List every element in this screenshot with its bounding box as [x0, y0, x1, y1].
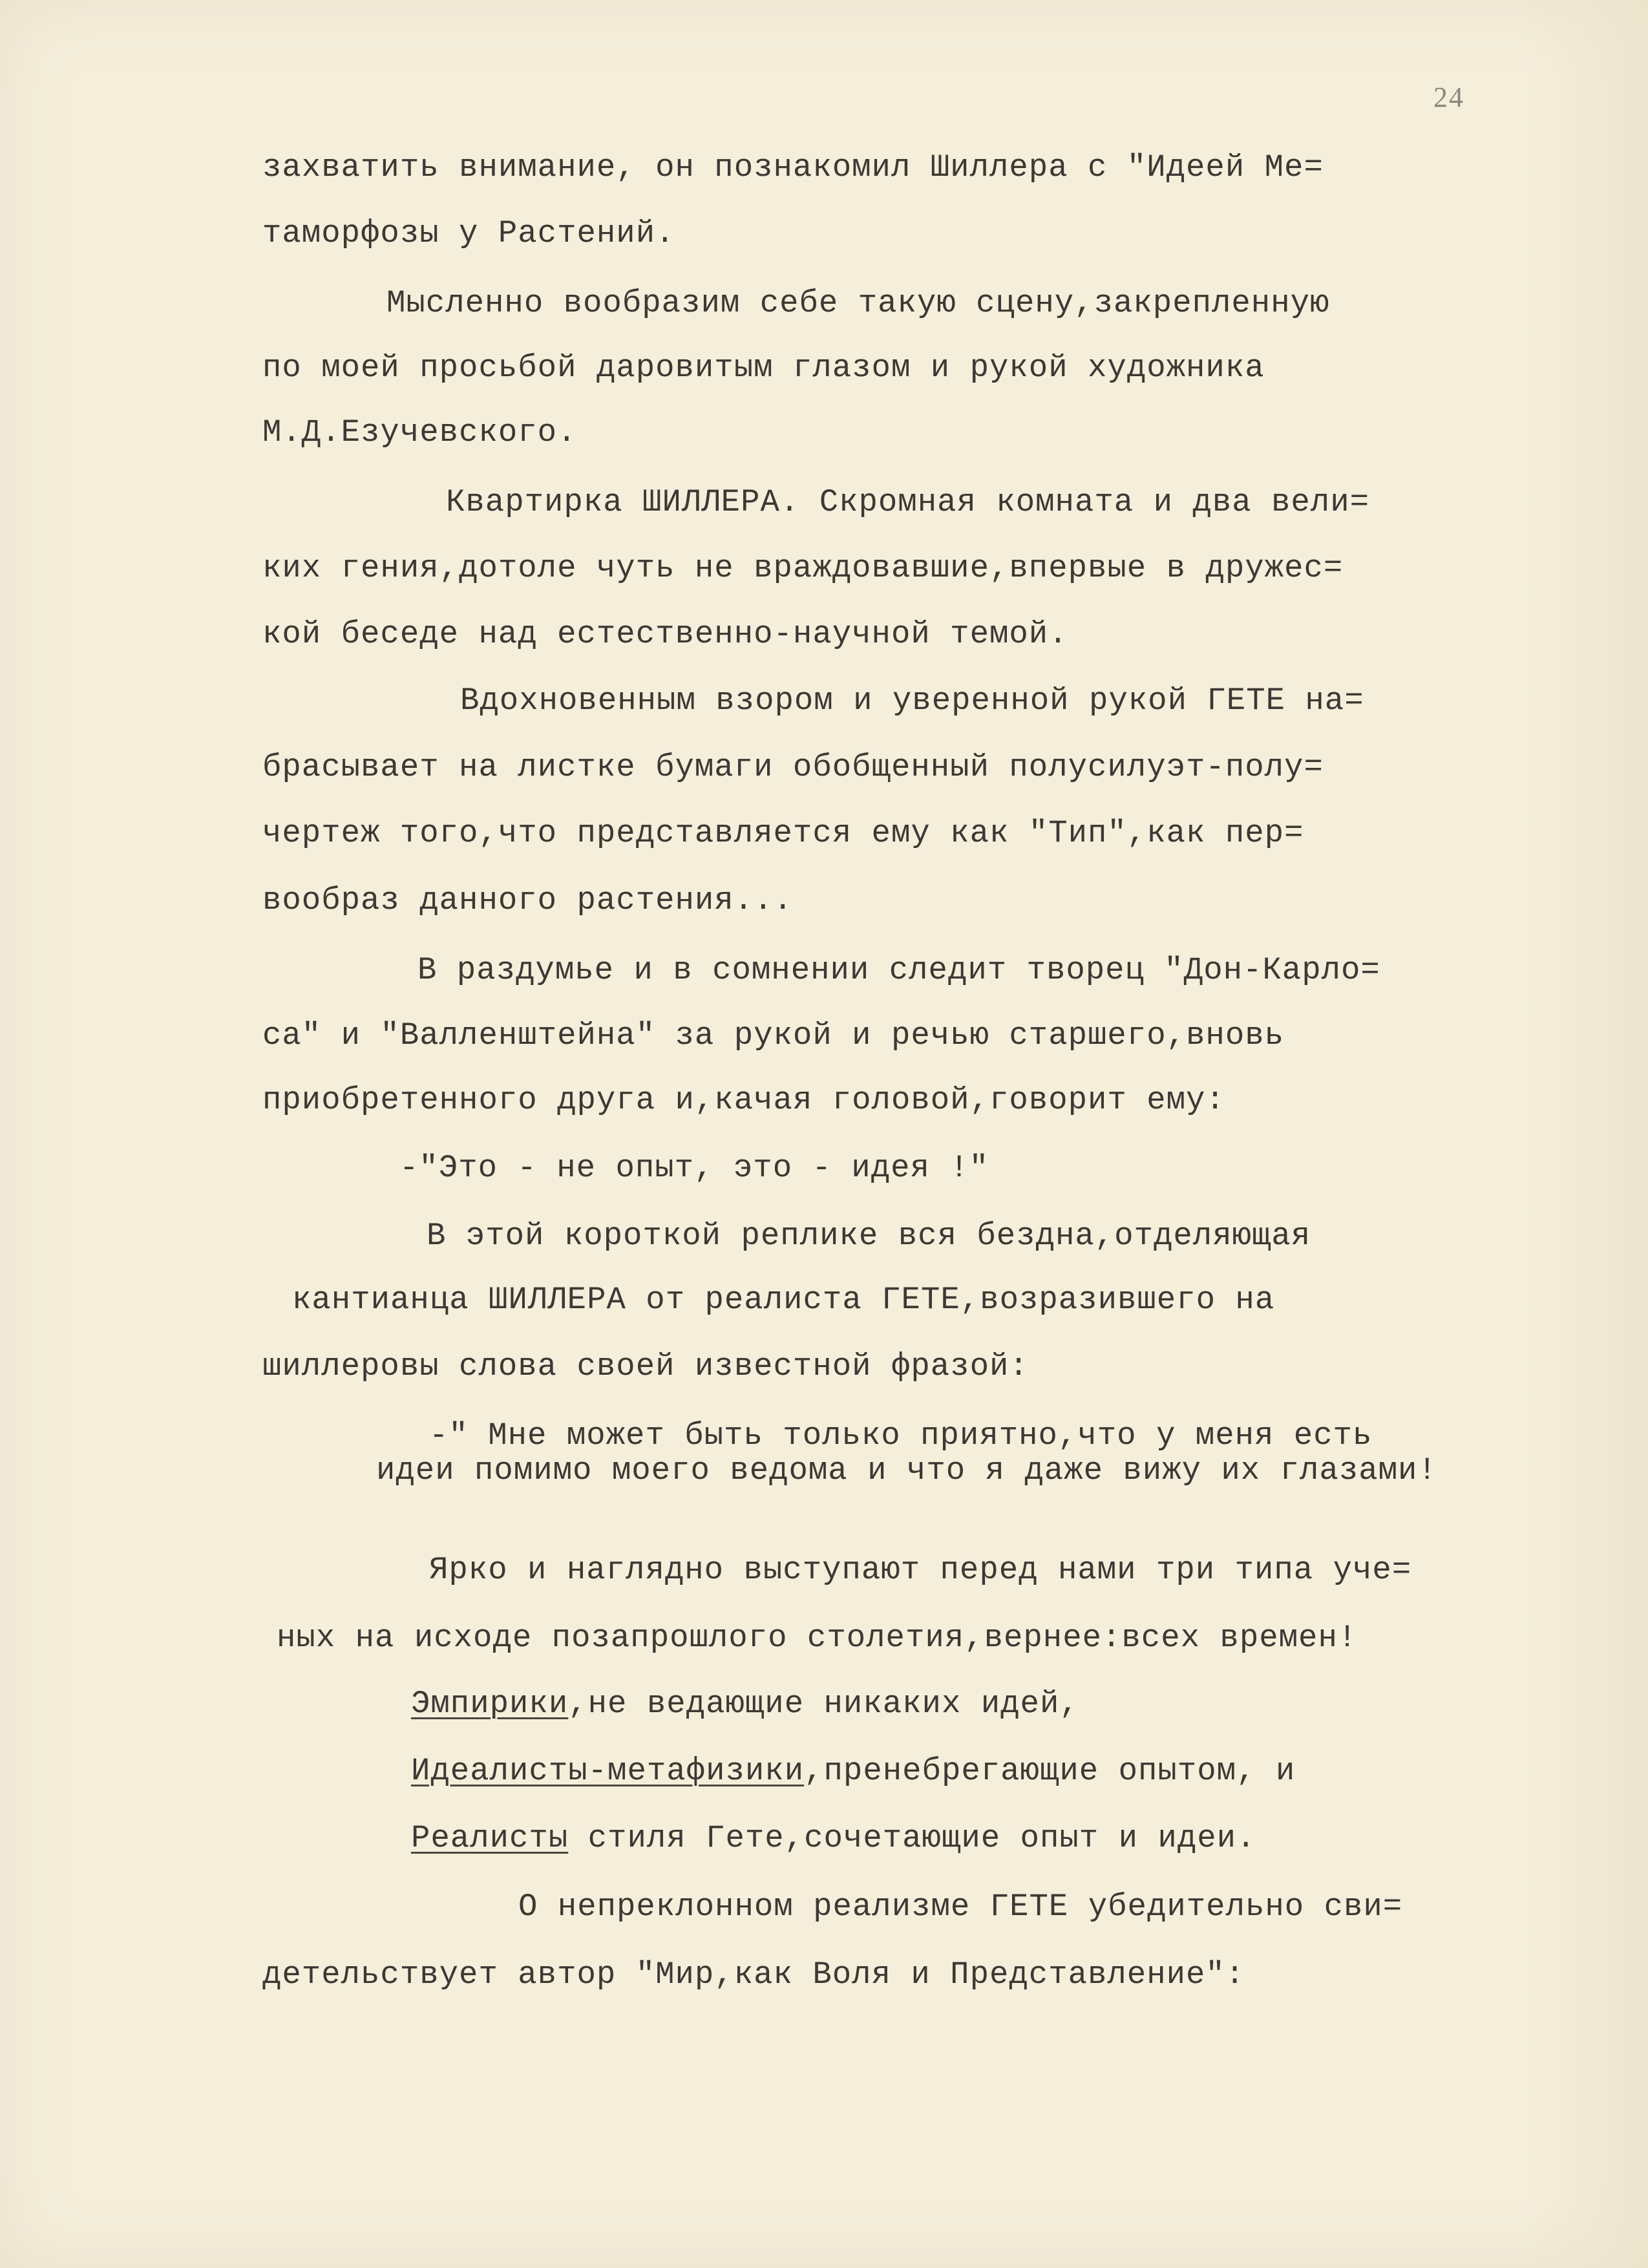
text-line: М.Д.Езучевского.	[262, 414, 577, 450]
term-idealists: Идеалисты-метафизики	[411, 1753, 805, 1789]
text-line: кой беседе над естественно-научной темой.	[262, 616, 1068, 652]
term-empiricists: Эмпирики	[411, 1686, 569, 1722]
text-line: по моей просьбой даровитым глазом и рукой художника	[262, 350, 1265, 386]
text-line: чертеж того,что представляется ему как "Тип",как пер=	[262, 815, 1304, 851]
text-line: О непреклонном реализме ГЕТЕ убедительно сви=	[518, 1889, 1403, 1925]
text-line: ных на исходе позапрошлого столетия,вернее:всех времен!	[277, 1620, 1358, 1656]
term-empiricists-desc: ,не ведающие никаких идей,	[568, 1686, 1079, 1722]
text-line: Квартирка ШИЛЛЕРА. Скромная комната и два вели=	[446, 484, 1370, 520]
text-line: шиллеровы слова своей известной фразой:	[262, 1348, 1029, 1384]
text-line: кантианца ШИЛЛЕРА от реалиста ГЕТЕ,возразившего на	[292, 1282, 1275, 1318]
quote-line: -"Это - не опыт, это - идея !"	[399, 1150, 989, 1186]
text-line: В этой короткой реплике вся бездна,отделяющая	[427, 1218, 1311, 1254]
term-idealists-desc: ,пренебрегающие опытом, и	[804, 1753, 1296, 1789]
text-line: таморфозы у Растений.	[262, 215, 675, 251]
text-line: брасывает на листке бумаги обобщенный полусилуэт-полу=	[262, 749, 1324, 785]
term-realists: Реалисты	[411, 1820, 569, 1856]
text-line: Вдохновенным взором и уверенной рукой ГЕТЕ на=	[460, 683, 1364, 719]
text-line: детельствует автор "Мир,как Воля и Представление":	[262, 1956, 1245, 1993]
quote-line: -" Мне может быть только приятно,что у меня есть	[429, 1417, 1373, 1454]
text-line: вообраз данного растения...	[262, 882, 793, 918]
page-edge-shadow	[1519, 0, 1648, 2268]
text-line: захватить внимание, он познакомил Шиллера с "Идеей Ме=	[262, 149, 1324, 185]
text-line: Ярко и наглядно выступают перед нами три типа уче=	[429, 1552, 1412, 1588]
text-line: Мысленно вообразим себе такую сцену,закрепленную	[386, 285, 1330, 321]
text-line: приобретенного друга и,качая головой,говорит ему:	[262, 1082, 1225, 1118]
text-line: са" и "Валленштейна" за рукой и речью старшего,вновь	[262, 1017, 1285, 1054]
quote-line: идеи помимо моего ведома и что я даже вижу их глазами!	[376, 1452, 1437, 1489]
list-item-empiricists	[411, 1688, 1079, 1720]
list-item-idealists	[411, 1755, 1295, 1787]
term-realists-desc: стиля Гете,сочетающие опыт и идеи.	[568, 1820, 1256, 1856]
list-item-realists	[411, 1820, 1256, 1856]
text-line: ких гения,дотоле чуть не враждовавшие,впервые в дружес=	[262, 550, 1344, 586]
page-number: 24	[1433, 81, 1464, 113]
text-line: В раздумье и в сомнении следит творец "Дон-Карло=	[417, 952, 1380, 988]
